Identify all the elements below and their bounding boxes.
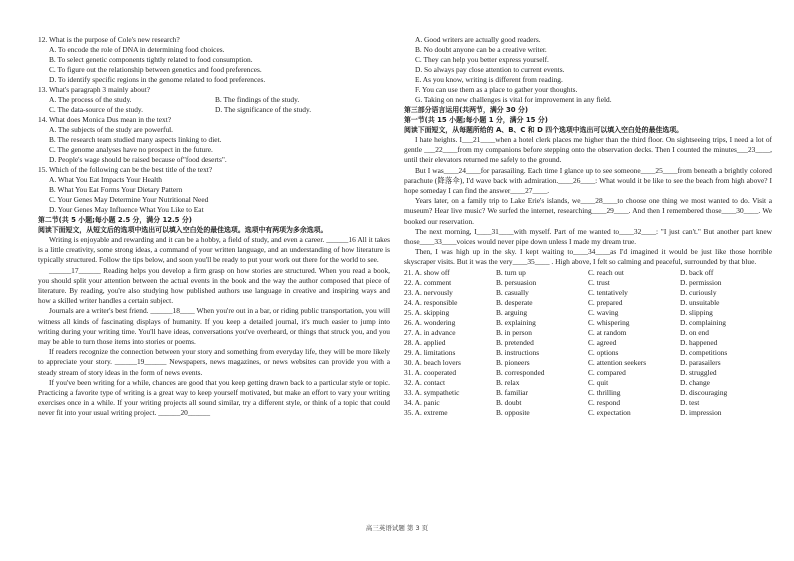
choice-row [404,378,772,388]
choice-option: 25. A. skipping [404,307,450,317]
choice-option: C. tentatively [588,287,628,297]
choice-option: B. explaining [496,317,536,327]
choice-row [404,268,772,278]
choice-option: B. pretended [496,337,534,347]
passage-paragraph: If readers recognize the connection between your story and something from everyday life, they will be more likely to appreciate your story. ______19______ Newspapers, news magazines, or news websites can provide you with a steady stream of story ideas in the form of news events. [38,347,390,377]
q15-stem: 15. Which of the following can be the best title of the text? [38,165,213,174]
choice-option: D. competitions [680,347,728,357]
q15-option: D. Your Genes May Influence What You Like to Eat [49,205,204,214]
choice-option: C. agreed [588,337,617,347]
choice-option: B. arguing [496,307,528,317]
choice-option: B. corresponded [496,367,545,377]
q14-stem: 14. What does Monica Dus mean in the text? [38,115,172,124]
cloze-paragraph: But I was____24____for parasailing. Each time I glance up to see someone____25____from beneath a brightly colored parachute (降落伞), I'd wave back with admiration.____26____: What would it be like to see the beach from high above? I hope someday I can find the answer____27____. [404,165,772,196]
cloze-paragraph: I hate heights. I___21____when a hotel clerk places me higher than the third floor. On sightseeing trips, I need a lot of gentle ___22____from my companions before stepping onto the observation decks. Then I counted the minutes___23____, until their elevators returned me safely to the ground. [404,135,772,165]
choice-option: C. reach out [588,267,624,277]
q13-option: A. The process of the study. [49,95,132,104]
choice-option: B. casually [496,287,529,297]
choice-option: D. struggled [680,367,717,377]
part-3-section-1-heading: 第一节(共 15 小题;每小题 1 分，满分 15 分) [404,116,548,124]
choice-option: 35. A. extreme [404,407,448,417]
choice-row [404,388,772,398]
sec2-option: F. You can use them as a place to gather your thoughts. [415,85,578,94]
choice-option: 23. A. nervously [404,287,453,297]
choice-option: D. unsuitable [680,297,720,307]
choice-option: B. relax [496,377,520,387]
choice-row [404,348,772,358]
choice-option: B. in person [496,327,532,337]
choice-option: D. on end [680,327,709,337]
choice-option: D. parasailers [680,357,721,367]
q12-option: B. To select genetic components tightly related to food consumption. [49,55,253,64]
section-2-instruction: 阅读下面短文，从短文后的选项中选出可以填入空白处的最佳选项。选项中有两项为多余选项。 [38,226,328,234]
q13-option: C. The data-source of the study. [49,105,143,114]
sec2-option: C. They can help you better express yourself. [415,55,549,64]
cloze-paragraph: Then, I was high up in the sky. I kept waiting to____34____as I'd imagined it would be just like those horrible skyscraper visits. But it was the very____35____ . High above, I felt so calming and peaceful, surrounded by that blue. [404,247,772,267]
section-2-heading: 第二节(共 5 小题;每小题 2.5 分，满分 12.5 分) [38,216,192,224]
choice-option: 22. A. comment [404,277,452,287]
q14-option: A. The subjects of the study are powerful. [49,125,174,134]
choice-option: C. respond [588,397,621,407]
choice-option: D. slipping [680,307,713,317]
choice-option: B. instructions [496,347,540,357]
choice-option: 34. A. panic [404,397,440,407]
choice-option: 32. A. contact [404,377,446,387]
choice-option: 30. A. beach lovers [404,357,461,367]
choice-option: C. quit [588,377,609,387]
choice-option: 33. A. sympathetic [404,387,460,397]
passage-paragraph: ______17______ Reading helps you develop a firm grasp on how stories are structured. When you read a book, you should split your attention between the actual events in the book and the way the author composed that piece of literature. By reading, you're also studying how published authors use language in creative and inspiring ways and how a skilled writer handles a certain subject. [38,265,390,306]
q13-option: B. The findings of the study. [215,95,300,104]
choice-option: D. discouraging [680,387,728,397]
choice-option: D. change [680,377,710,387]
page-footer: 高三英语试题 第 3 页 [365,524,429,532]
choice-row [404,318,772,328]
choice-option: C. at random [588,327,627,337]
q13-stem: 13. What's paragraph 3 mainly about? [38,85,151,94]
choice-option: 26. A. wondering [404,317,456,327]
choice-option: D. happened [680,337,718,347]
passage-paragraph: Journals are a writer's best friend. ______18____ When you're out in a bar, or riding public transportation, you will witness all kinds of fascinating displays of humanity. If you keep a detailed journal, it's much easier to jump into writing during your writing time. You'll have ideas, conversations you've overheard, or things that struck you, and you may be able to turn those items into stories or poems. [38,306,390,347]
choice-option: B. persuasion [496,277,537,287]
q14-option: C. The genome analyses have no prospect in the future. [49,145,213,154]
choice-option: D. curiously [680,287,717,297]
choice-option: B. familiar [496,387,529,397]
choice-row [404,358,772,368]
choice-row [404,288,772,298]
choice-option: B. desperate [496,297,533,307]
choice-option: D. impression [680,407,722,417]
cloze-paragraph: Years later, on a family trip to Lake Erie's islands, we____28____to choose one thing we most wanted to do. Visit a museum? Hear live music? We surfed the internet, researching____29____. And then I remembered those____30____. We booked our reservation. [404,196,772,226]
choice-row [404,398,772,408]
choice-option: B. pioneers [496,357,530,367]
q13-option: D. The significance of the study. [215,105,312,114]
sec2-option: A. Good writers are actually good readers. [415,35,541,44]
q12-option: D. To identify specific regions in the genome related to food preferences. [49,75,266,84]
choice-option: C. trust [588,277,610,287]
choice-row [404,338,772,348]
choice-option: 31. A. cooperated [404,367,457,377]
q12-option: C. To figure out the relationship between genetics and food preferences. [49,65,262,74]
sec2-option: D. So always pay close attention to current events. [415,65,565,74]
q15-option: A. What You Eat Impacts Your Health [49,175,162,184]
choice-option: C. whispering [588,317,630,327]
cloze-paragraph: The next morning, I____31____with myself. Part of me wanted to____32____: "I just can't." But another part knew those____33____voices would never pipe down unless I made my dream true. [404,226,772,247]
choice-option: B. doubt [496,397,522,407]
choice-row [404,308,772,318]
q14-option: D. People's wage should be raised because of"food deserts". [49,155,227,164]
choice-option: C. attention seekers [588,357,647,367]
choice-option: D. permission [680,277,722,287]
choice-option: B. turn up [496,267,526,277]
sec2-option: E. As you know, writing is different from reading. [415,75,563,84]
choice-option: D. complaining [680,317,726,327]
choice-option: 28. A. applied [404,337,446,347]
q12-option: A. To encode the role of DNA in determining food choices. [49,45,225,54]
choice-option: C. thrilling [588,387,621,397]
choice-row [404,328,772,338]
choice-option: D. back off [680,267,714,277]
choice-option: D. test [680,397,700,407]
choice-option: C. compared [588,367,626,377]
choice-row [404,368,772,378]
cloze-choices [404,268,772,418]
right-column [404,35,772,418]
q15-option: C. Your Genes May Determine Your Nutritional Need [49,195,209,204]
choice-option: 27. A. in advance [404,327,456,337]
left-column [38,35,390,419]
q13-options-row [38,105,390,115]
choice-row [404,408,772,418]
choice-row [404,298,772,308]
q13-options-row [38,95,390,105]
part-3-heading: 第三部分语言运用(共两节，满分 30 分) [404,106,529,114]
choice-option: B. opposite [496,407,530,417]
choice-option: 29. A. limitations [404,347,456,357]
part-3-instruction: 阅读下面短文，从每题所给的 A、B、C 和 D 四个选项中选出可以填入空白处的最佳选项。 [404,126,684,134]
sec2-option: B. No doubt anyone can be a creative writer. [415,45,547,54]
choice-option: C. prepared [588,297,623,307]
passage-paragraph: Writing is enjoyable and rewarding and it can be a hobby, a field of study, and even a career. ______16 All it takes is a little creativity, some strong ideas, a command of your written language, and an understanding of how literature is typically structured. Follow the tips below, and soon you'll be ready to put your work out there for the world to see. [38,235,390,265]
choice-option: C. expectation [588,407,631,417]
choice-row [404,278,772,288]
q12-stem: 12. What is the purpose of Cole's new research? [38,35,180,44]
q14-option: B. The research team studied many aspects linking to diet. [49,135,222,144]
choice-option: 21. A. show off [404,267,450,277]
choice-option: C. waving [588,307,619,317]
sec2-option: G. Taking on new challenges is vital for improvement in any field. [415,95,612,104]
passage-paragraph: If you've been writing for a while, chances are good that you keep getting drawn back to a particular style or topic. Practicing a favorite type of writing is a great way to keep yourself motivated, but make an effort to vary your writing exercises once in a while. If your writing projects all sound similar, try a different style, or think of a topic that could never fit into your usual writing project. ______20______ [38,377,390,418]
q15-option: B. What You Eat Forms Your Dietary Pattern [49,185,183,194]
choice-option: C. options [588,347,619,357]
choice-option: 24. A. responsible [404,297,458,307]
